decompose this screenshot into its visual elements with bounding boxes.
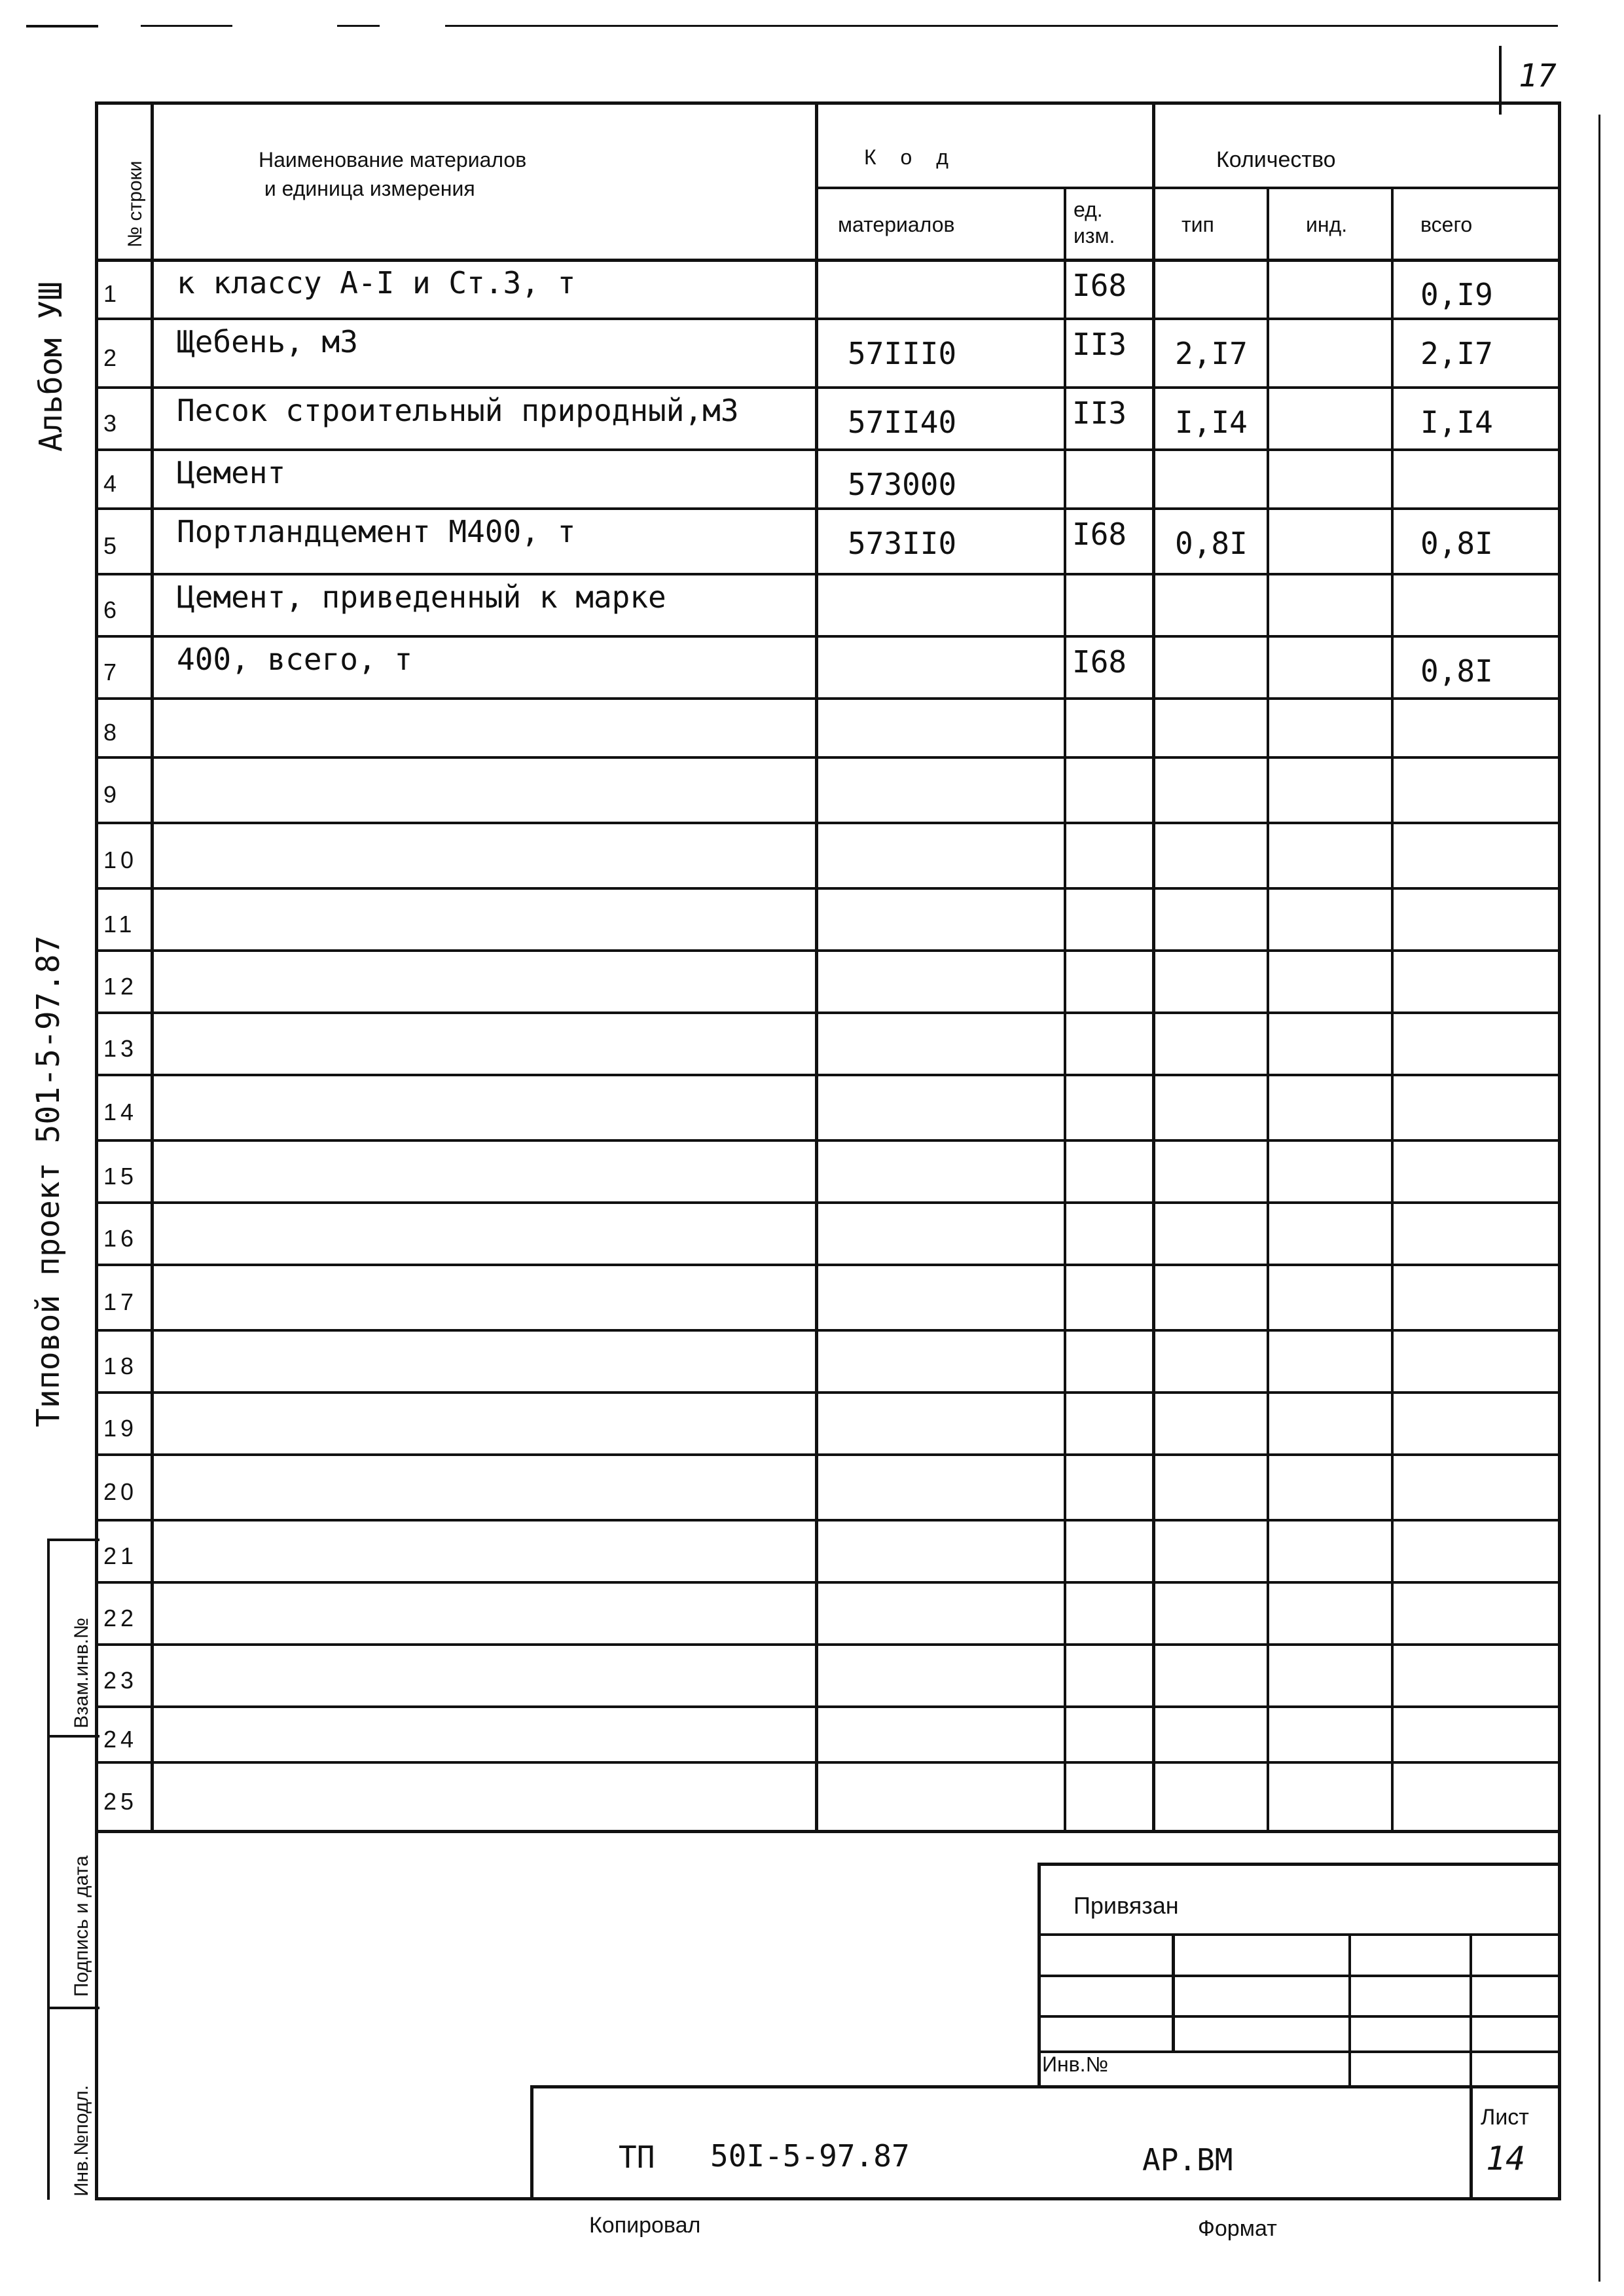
qty-total: 2,I7 <box>1420 336 1493 371</box>
row-line <box>95 386 1561 389</box>
row-number: 8 <box>103 719 121 746</box>
inv-no-label: Инв.№ <box>1042 2052 1108 2076</box>
row-line <box>95 1074 1561 1076</box>
row-number: 9 <box>103 781 121 808</box>
row-line <box>95 1830 1561 1833</box>
scan-dash <box>141 25 232 27</box>
material-code: 573000 <box>848 467 957 502</box>
stamp-zam-label: Взам.инв.№ <box>71 1617 92 1728</box>
material-name: Портландцемент М400, т <box>177 514 576 549</box>
header-code-group: К о д <box>864 145 958 169</box>
qty-type: 0,8I <box>1175 526 1248 561</box>
material-code: 573II0 <box>848 526 957 561</box>
row-number: 24 <box>103 1725 138 1753</box>
row-number: 6 <box>103 596 121 623</box>
row-line <box>95 1453 1561 1456</box>
sheet-cell-left <box>1470 2085 1473 2200</box>
material-code: 57II40 <box>848 405 957 440</box>
frame-top <box>95 101 1561 105</box>
material-name: Цемент <box>177 455 286 490</box>
doc-number: 50I-5-97.87 <box>710 2138 910 2174</box>
row-number: 21 <box>103 1542 138 1569</box>
row-number: 20 <box>103 1478 138 1505</box>
row-line <box>95 887 1561 890</box>
row-line <box>95 1581 1561 1584</box>
row-line <box>95 1519 1561 1522</box>
row-line <box>95 822 1561 824</box>
row-number: 22 <box>103 1604 138 1631</box>
project-label: Типовой проект 501-5-97.87 <box>30 935 67 1427</box>
qty-type: 2,I7 <box>1175 336 1248 371</box>
material-name: Щебень, м3 <box>177 324 358 359</box>
doc-mark: АР.ВМ <box>1142 2142 1233 2178</box>
row-number: 5 <box>103 532 121 559</box>
row-number: 7 <box>103 658 121 685</box>
row-number: 18 <box>103 1352 138 1379</box>
qty-total: 0,8I <box>1420 526 1493 561</box>
material-name: 400, всего, т <box>177 642 413 677</box>
row-number: 3 <box>103 409 121 437</box>
frame-bottom <box>95 2197 1561 2200</box>
format-label: Формат <box>1198 2216 1277 2241</box>
qty-total: 0,8I <box>1420 653 1493 689</box>
header-row-no: № строки <box>124 160 146 247</box>
scan-dash <box>26 25 98 27</box>
qty-total: I,I4 <box>1420 405 1493 440</box>
stamp-strip-left <box>47 1539 50 2200</box>
tb-top <box>1038 1863 1561 1866</box>
row-line <box>95 259 1561 262</box>
material-name: Цемент, приведенный к марке <box>177 579 666 615</box>
unit-code: II3 <box>1072 327 1127 362</box>
row-number: 11 <box>103 910 136 938</box>
row-line <box>95 448 1561 451</box>
header-qty-total: всего <box>1420 213 1473 236</box>
row-number: 15 <box>103 1162 138 1190</box>
material-name: к классу A-I и Ст.3, т <box>177 265 576 301</box>
col-line-unit <box>1152 101 1155 1830</box>
row-number: 1 <box>103 280 121 307</box>
tb-h2 <box>1038 1975 1561 1977</box>
row-number: 23 <box>103 1666 138 1694</box>
sheet-label: Лист <box>1481 2105 1529 2130</box>
row-number: 14 <box>103 1099 138 1125</box>
row-line <box>95 1391 1561 1394</box>
row-number: 10 <box>103 847 138 873</box>
material-code: 57III0 <box>848 336 957 371</box>
row-line <box>95 1264 1561 1266</box>
header-qty-ind: инд. <box>1306 213 1348 236</box>
stamp-strip-div <box>47 1735 99 1738</box>
tb-h1 <box>1038 1933 1561 1936</box>
row-number: 2 <box>103 344 121 371</box>
qty-total: 0,I9 <box>1420 277 1493 312</box>
row-number: 13 <box>103 1034 138 1062</box>
row-line <box>95 1705 1561 1708</box>
frame-right <box>1558 101 1561 2200</box>
row-number: 16 <box>103 1224 138 1252</box>
row-line <box>95 697 1561 700</box>
row-line <box>95 1761 1561 1764</box>
tb-v1 <box>1172 1933 1175 2052</box>
scan-dash <box>337 25 380 27</box>
sheet-number: 14 <box>1486 2140 1526 2178</box>
header-name: Наименование материалов и единица измерения <box>259 148 527 200</box>
row-line <box>95 507 1561 510</box>
row-number: 19 <box>103 1414 138 1442</box>
row-line <box>95 1201 1561 1204</box>
row-line <box>95 1139 1561 1142</box>
tb-h4 <box>1038 2050 1561 2053</box>
copied-label: Копировал <box>589 2213 701 2238</box>
row-line <box>95 1329 1561 1332</box>
col-line-rowno <box>151 101 154 1830</box>
row-number: 17 <box>103 1288 138 1315</box>
corner-sheet-number: 17 <box>1519 58 1557 94</box>
header-code-materials: материалов <box>838 213 955 236</box>
scan-line <box>445 25 1558 27</box>
privyazan-label: Привязан <box>1074 1892 1179 1919</box>
row-line <box>95 756 1561 759</box>
stamp-strip-top <box>47 1539 99 1541</box>
tb-h3 <box>1038 2015 1561 2018</box>
row-line <box>95 1643 1561 1646</box>
main-stamp-top <box>530 2085 1561 2088</box>
qty-type: I,I4 <box>1175 405 1248 440</box>
row-number: 4 <box>103 470 121 497</box>
page-edge-line <box>1598 115 1600 2282</box>
row-line <box>95 1011 1561 1014</box>
row-line <box>95 949 1561 952</box>
row-number: 12 <box>103 972 138 1000</box>
row-line <box>95 635 1561 638</box>
material-name: Песок строительный природный,м3 <box>177 393 739 428</box>
stamp-inv-label: Инв.№подл. <box>71 2085 92 2196</box>
col-line-name <box>815 101 818 1830</box>
row-line <box>95 573 1561 575</box>
header-code-unit: ед. изм. <box>1074 198 1115 247</box>
stamp-sign-label: Подпись и дата <box>71 1855 92 1997</box>
main-stamp-left <box>530 2085 533 2200</box>
stamp-strip-div <box>47 2007 99 2009</box>
unit-code: II3 <box>1072 395 1127 431</box>
header-divider <box>815 187 1561 189</box>
tb-v3 <box>1470 1933 1472 2088</box>
frame-left <box>95 101 98 2200</box>
unit-code: I68 <box>1072 644 1127 680</box>
album-label: Альбом УШ <box>33 281 69 452</box>
row-line <box>95 318 1561 320</box>
tb-v2 <box>1348 1933 1351 2088</box>
unit-code: I68 <box>1072 268 1127 303</box>
header-qty-group: Количество <box>1216 147 1336 172</box>
row-number: 25 <box>103 1787 138 1815</box>
header-qty-type: тип <box>1182 213 1214 236</box>
unit-code: I68 <box>1072 517 1127 552</box>
doc-prefix: ТП <box>619 2140 655 2175</box>
